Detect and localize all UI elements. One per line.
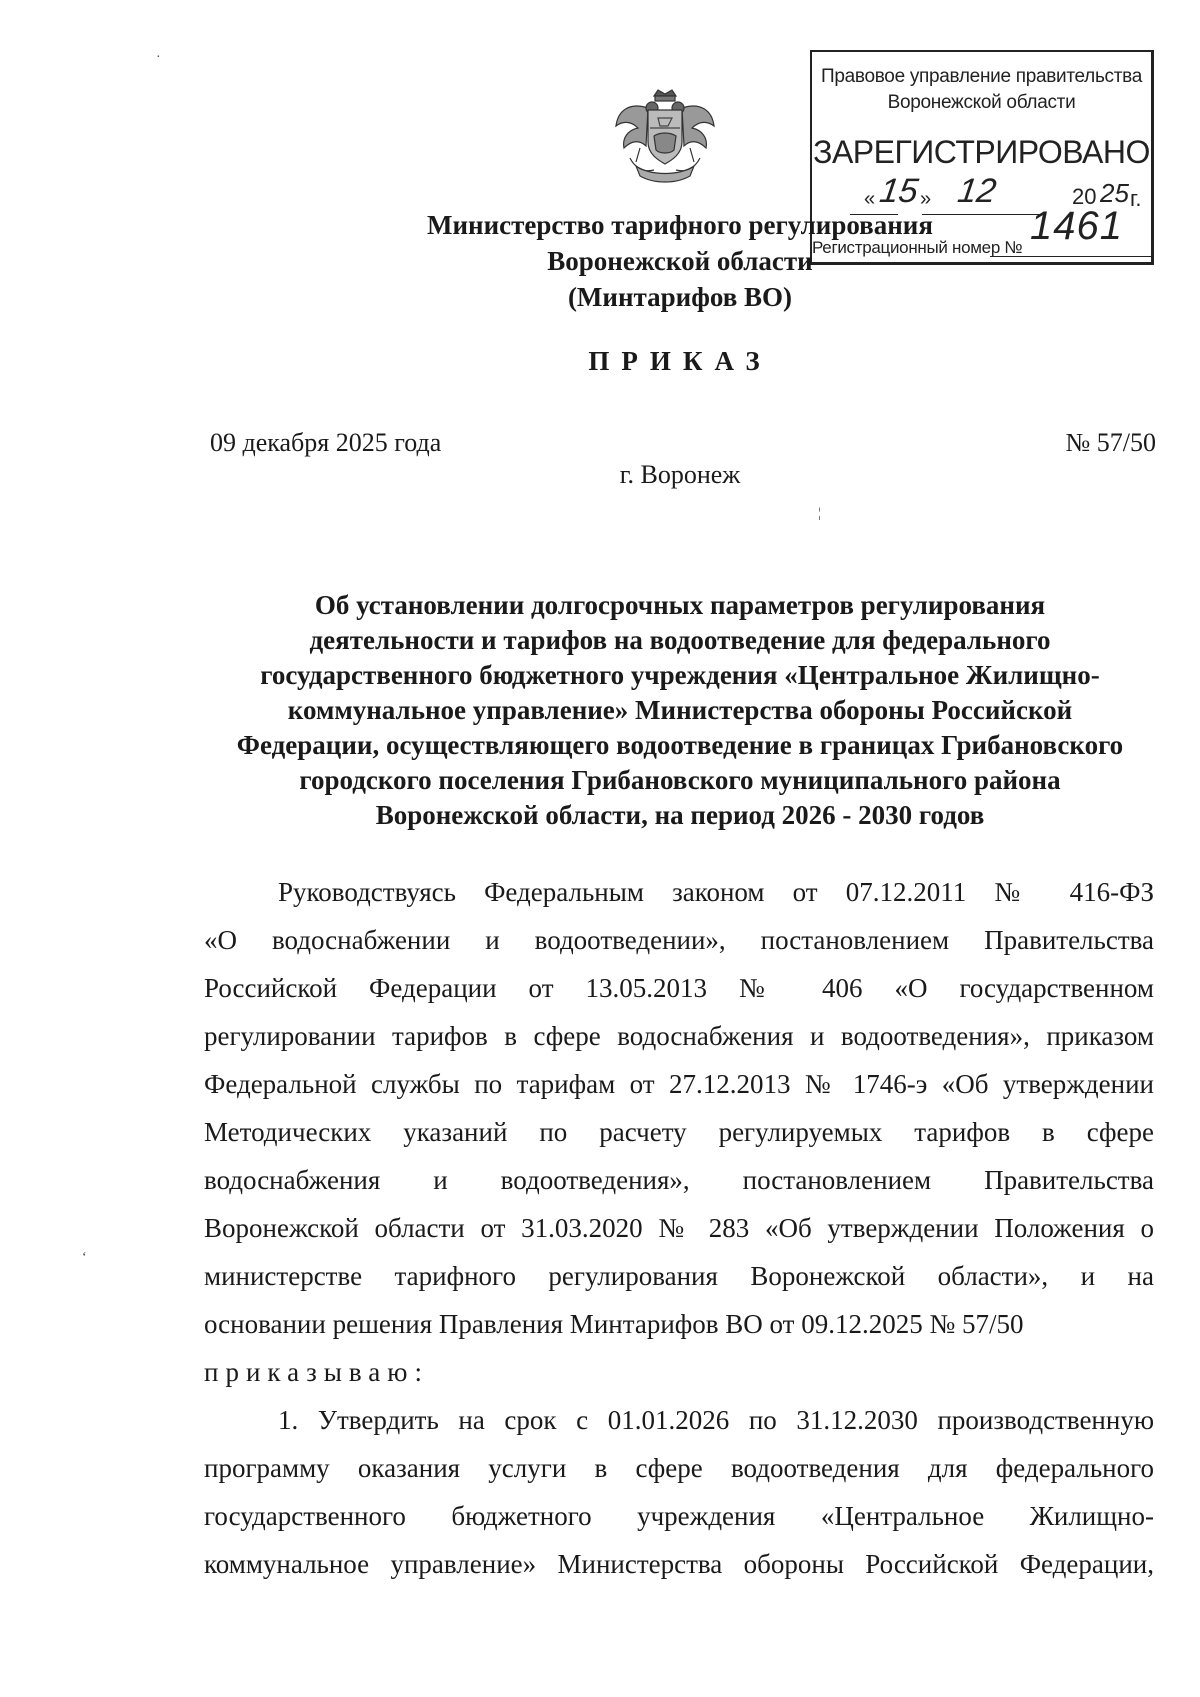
title-line: Федерации, осуществляющего водоотведение в границах Грибановского xyxy=(236,730,1124,760)
item1-line: государственного бюджетного учреждения «Центральное Жилищно- xyxy=(204,1501,1154,1531)
document-city: г. Воронеж xyxy=(619,460,741,489)
title-line: государственного бюджетного учреждения «Центральное Жилищно- xyxy=(260,660,1100,690)
document-title xyxy=(210,588,1150,833)
ministry-short-name: (Минтарифов ВО) xyxy=(567,282,793,312)
body-line: регулировании тарифов в сфере водоснабжения и водоотведения», приказом xyxy=(204,1021,1154,1051)
stamp-authority-line2: Воронежской области xyxy=(887,92,1076,113)
title-line: Воронежской области, на период 2026 - 2030 годов xyxy=(375,800,985,830)
document-date: 09 декабря 2025 года xyxy=(210,428,442,457)
item1-line: программу оказания услуги в сфере водоотведения для федерального xyxy=(204,1453,1154,1483)
body-line: Воронежской области от 31.03.2020 № 283 «Об утверждении Положения о xyxy=(204,1213,1154,1243)
ministry-name-line1: Министерство тарифного регулирования xyxy=(427,210,933,240)
body-line: основании решения Правления Минтарифов ВО от 09.12.2025 № 57/50 xyxy=(204,1309,1024,1339)
stamp-year-suffix: 25 xyxy=(1100,178,1129,208)
title-line: деятельности и тарифов на водоотведение для федерального xyxy=(309,625,1051,655)
scan-speck: · xyxy=(156,50,161,65)
body-line: Российской Федерации от 13.05.2013 № 406 «О государственном xyxy=(204,973,1154,1003)
coat-of-arms-emblem xyxy=(610,88,720,188)
body-line: министерстве тарифного регулирования Воронежской области», и на xyxy=(204,1261,1154,1291)
body-line: Методических указаний по расчету регулируемых тарифов в сфере xyxy=(204,1117,1154,1147)
body-line: «О водоснабжении и водоотведении», постановлением Правительства xyxy=(204,925,1154,955)
scan-speck: ‘ xyxy=(82,1250,87,1265)
stamp-quote-close: » xyxy=(920,188,932,210)
body-line: Федеральной службы по тарифам от 27.12.2013 № 1746-э «Об утверждении xyxy=(204,1069,1154,1099)
stamp-reg-number-label: Регистрационный номер № xyxy=(812,238,1023,257)
stamp-quote-open: « xyxy=(864,188,876,210)
document-body xyxy=(204,868,1154,1588)
item1-line: коммунальное управление» Министерства обороны Российской Федерации, xyxy=(204,1549,1154,1579)
stamp-year-prefix: 20 xyxy=(1072,184,1097,209)
stamp-month: 12 xyxy=(955,172,999,210)
ministry-name-line2: Воронежской области xyxy=(547,246,813,276)
stamp-authority-line1: Правовое управление правительства xyxy=(820,66,1142,87)
document-number: № 57/50 xyxy=(1065,428,1156,457)
stamp-day: 15 xyxy=(877,172,921,210)
scan-speck: ¦ xyxy=(818,506,821,521)
stamp-year-unit: г. xyxy=(1130,186,1142,211)
stamp-registered-label: ЗАРЕГИСТРИРОВАНО xyxy=(813,134,1150,170)
order-word: приказываю: xyxy=(204,1357,429,1387)
stamp-reg-number: 1461 xyxy=(1030,204,1123,248)
item1-line: 1. Утвердить на срок с 01.01.2026 по 31.12.2030 производственную xyxy=(278,1405,1154,1435)
body-line: Руководствуясь Федеральным законом от 07.12.2011 № 416-ФЗ xyxy=(278,877,1154,907)
body-line: водоснабжения и водоотведения», постановлением Правительства xyxy=(204,1165,1154,1195)
title-line: городского поселения Грибановского муниципального района xyxy=(299,765,1061,795)
title-line: Об установлении долгосрочных параметров регулирования xyxy=(314,590,1046,620)
title-line: коммунальное управление» Министерства обороны Российской xyxy=(287,695,1073,725)
document-type-heading: ПРИКАЗ xyxy=(588,346,772,376)
